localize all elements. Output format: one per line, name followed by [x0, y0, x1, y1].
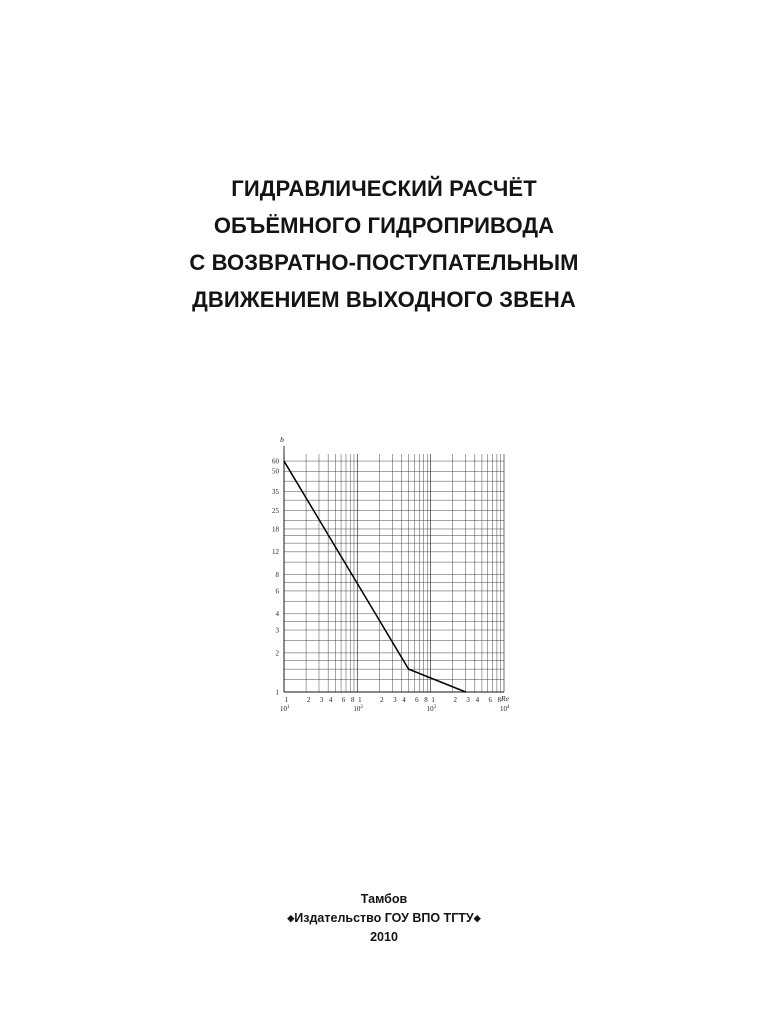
- y-tick-label: 25: [272, 506, 279, 515]
- y-tick-label: 6: [275, 587, 279, 596]
- imprint-year: 2010: [370, 930, 398, 944]
- x-tick-label: 1: [358, 696, 362, 704]
- x-tick-labels: [285, 696, 502, 704]
- y-tick-label: 50: [272, 467, 279, 476]
- x-tick-label: 1: [284, 696, 289, 704]
- y-tick-label: 18: [272, 525, 279, 534]
- series-point: [408, 669, 409, 670]
- x-decade-label: $10^4$: [500, 705, 510, 713]
- y-tick-label: 3: [275, 626, 279, 635]
- x-tick-label: 8: [424, 696, 428, 704]
- title-block: [0, 170, 768, 318]
- title-line-1: ГИДРАВЛИЧЕСКИЙ РАСЧЁТ: [231, 176, 537, 201]
- title-line-3: С ВОЗВРАТНО-ПОСТУПАТЕЛЬНЫМ: [189, 250, 579, 275]
- imprint-publisher: Издательство ГОУ ВПО ТГТУ: [294, 911, 474, 925]
- series-line: [284, 461, 466, 692]
- x-tick-label: 4: [328, 696, 333, 704]
- y-tick-label: 60: [272, 457, 279, 466]
- imprint-city: Тамбов: [360, 892, 408, 906]
- x-tick-label: 6: [488, 696, 492, 704]
- diamond-left-icon: ◆: [287, 913, 295, 923]
- imprint-publisher-line: [0, 909, 768, 928]
- x-tick-label: 2: [453, 696, 457, 704]
- chart-grid: [284, 454, 504, 692]
- diamond-right-icon: ◆: [473, 913, 481, 923]
- series-point: [465, 691, 466, 692]
- x-decade-label: $10^1$: [280, 705, 290, 713]
- y-tick-label: 2: [275, 649, 279, 658]
- chart-axes: [284, 446, 504, 692]
- x-tick-label: 2: [306, 696, 311, 704]
- y-tick-labels: [272, 457, 280, 696]
- x-tick-label: 6: [341, 696, 346, 704]
- y-tick-label: 12: [272, 548, 279, 557]
- series-point: [283, 460, 284, 461]
- y-tick-label: 1: [275, 688, 279, 697]
- x-tick-label: 4: [402, 696, 406, 704]
- x-tick-label: 3: [393, 696, 397, 704]
- chart-svg: [262, 432, 512, 718]
- x-axis-label: Re: [501, 694, 509, 703]
- y-tick-label: 8: [275, 571, 279, 580]
- chart-series: [283, 460, 466, 692]
- x-tick-label: 3: [466, 696, 470, 704]
- y-tick-label: 4: [275, 610, 279, 619]
- x-tick-label: 6: [415, 696, 419, 704]
- x-decade-label: $10^3$: [426, 705, 437, 713]
- x-tick-label: 8: [497, 696, 502, 704]
- title-line-4: ДВИЖЕНИЕМ ВЫХОДНОГО ЗВЕНА: [192, 287, 576, 312]
- x-tick-label: 8: [350, 696, 355, 704]
- x-tick-label: 3: [319, 696, 324, 704]
- x-decade-labels: [280, 705, 510, 713]
- y-axis-label: b: [280, 435, 284, 444]
- x-tick-label: 4: [475, 696, 480, 704]
- x-tick-label: 1: [431, 696, 435, 704]
- cover-chart: [262, 432, 512, 718]
- x-tick-label: 2: [380, 696, 384, 704]
- x-decade-label: $10^2$: [353, 705, 363, 713]
- imprint: [0, 890, 768, 947]
- title-line-2: ОБЪЁМНОГО ГИДРОПРИВОДА: [213, 213, 555, 238]
- y-tick-label: 35: [272, 487, 279, 496]
